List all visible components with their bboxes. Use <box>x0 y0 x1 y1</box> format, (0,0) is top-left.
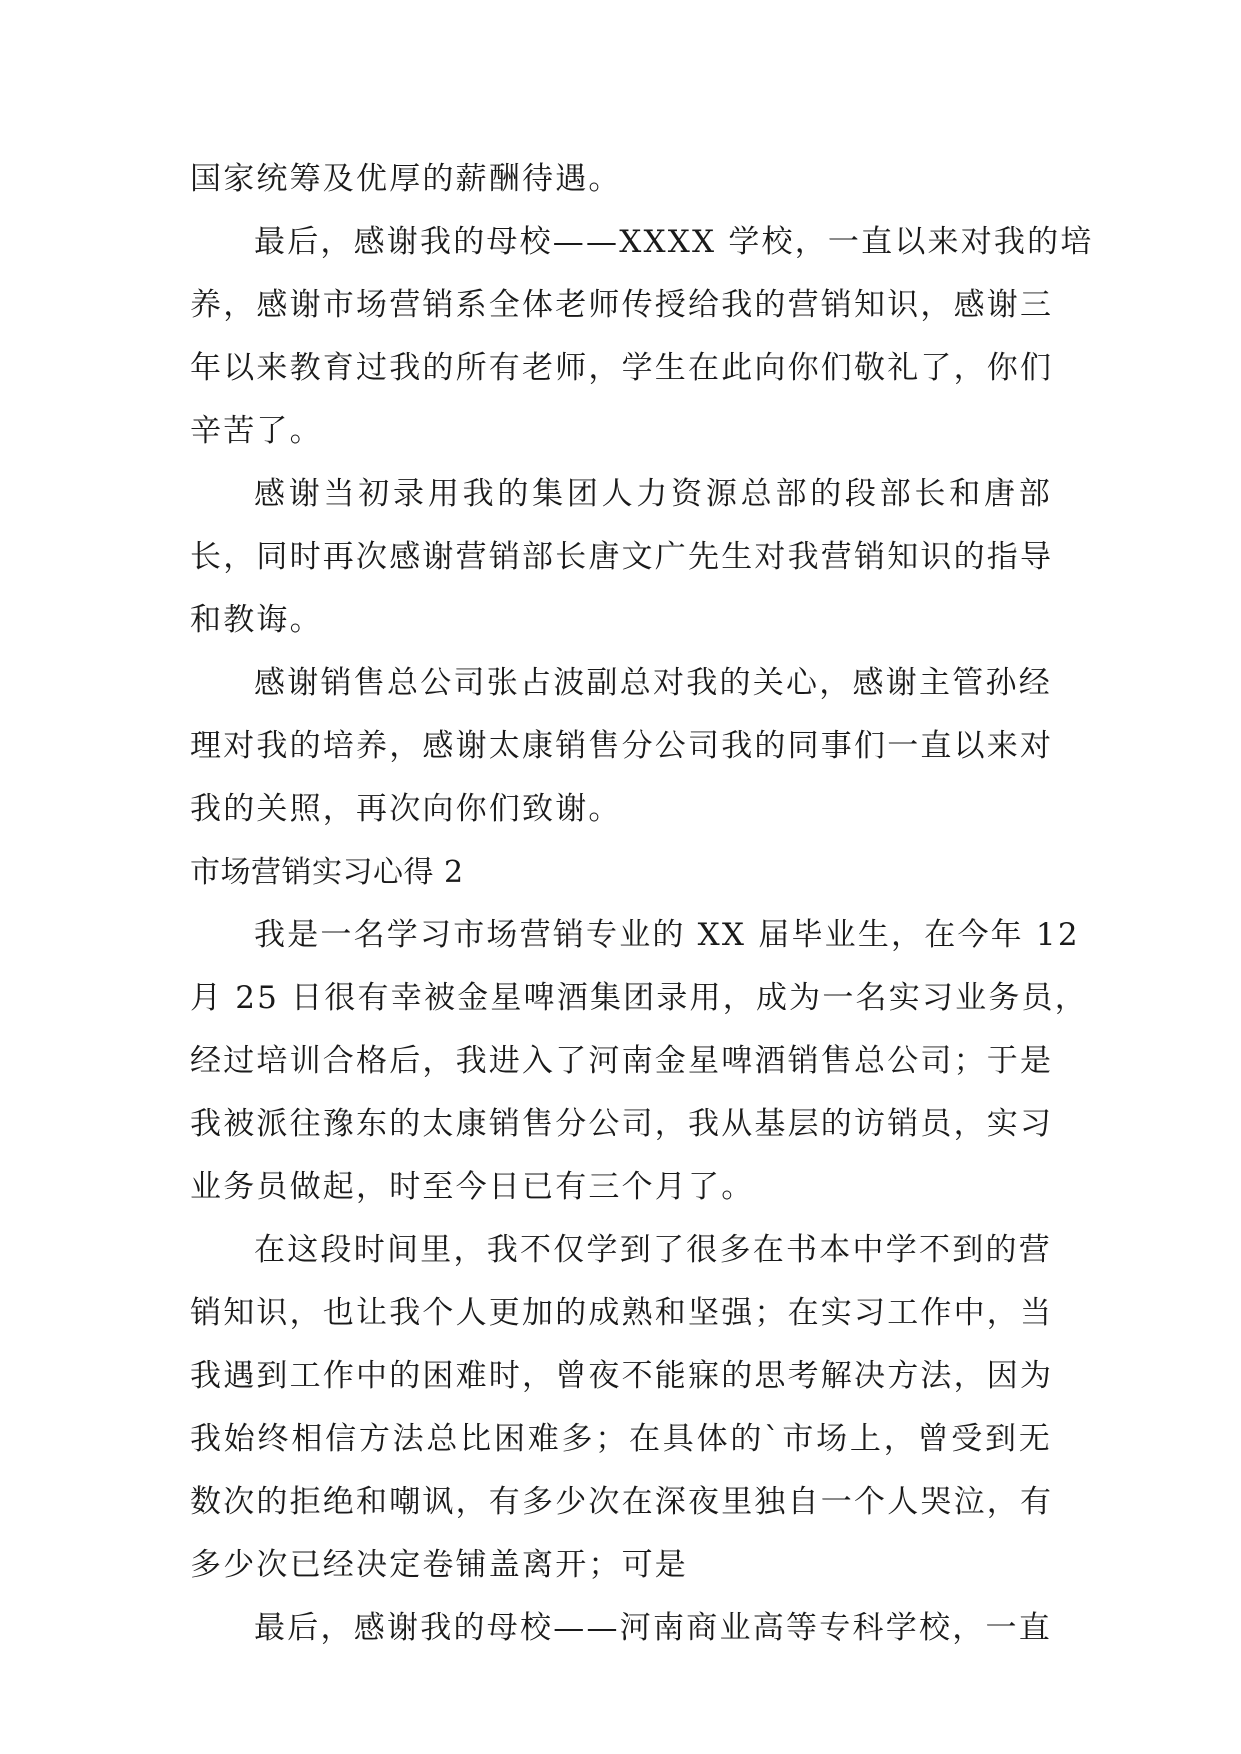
paragraph-line: 和教诲。 <box>190 602 323 638</box>
paragraph-line: 我的关照，再次向你们致谢。 <box>190 791 622 827</box>
paragraph-line: 养，感谢市场营销系全体老师传授给我的营销知识，感谢三 <box>190 287 1054 323</box>
paragraph-line: 最后，感谢我的母校——XXXX 学校，一直以来对我的培 <box>254 224 1094 260</box>
paragraph-line: 辛苦了。 <box>190 413 323 449</box>
paragraph-line: 国家统筹及优厚的薪酬待遇。 <box>190 161 622 197</box>
document-body <box>190 148 1094 1660</box>
paragraph-line: 我被派往豫东的太康销售分公司，我从基层的访销员，实习 <box>190 1106 1054 1142</box>
paragraph-line: 感谢当初录用我的集团人力资源总部的段部长和唐部 <box>254 476 1052 512</box>
paragraph-line: 我是一名学习市场营销专业的 XX 届毕业生，在今年 12 <box>254 917 1080 953</box>
paragraph-line: 感谢销售总公司张占波副总对我的关心，感谢主管孙经 <box>254 665 1052 701</box>
paragraph-line: 经过培训合格后，我进入了河南金星啤酒销售总公司；于是 <box>190 1043 1054 1079</box>
paragraph-line: 最后，感谢我的母校——河南商业高等专科学校，一直 <box>254 1610 1052 1646</box>
paragraph-line: 我始终相信方法总比困难多；在具体的`市场上，曾受到无 <box>190 1421 1052 1457</box>
paragraph-line: 年以来教育过我的所有老师，学生在此向你们敬礼了，你们 <box>190 350 1054 386</box>
section-heading: 市场营销实习心得 2 <box>190 855 464 890</box>
paragraph-line: 数次的拒绝和嘲讽，有多少次在深夜里独自一个人哭泣，有 <box>190 1484 1054 1520</box>
paragraph-line: 业务员做起，时至今日已有三个月了。 <box>190 1169 755 1205</box>
paragraph-line: 销知识，也让我个人更加的成熟和坚强；在实习工作中，当 <box>190 1295 1054 1331</box>
paragraph-line: 理对我的培养，感谢太康销售分公司我的同事们一直以来对 <box>190 728 1054 764</box>
paragraph-line: 长，同时再次感谢营销部长唐文广先生对我营销知识的指导 <box>190 539 1054 575</box>
paragraph-line: 月 25 日很有幸被金星啤酒集团录用，成为一名实习业务员， <box>190 980 1088 1016</box>
paragraph-line: 我遇到工作中的困难时，曾夜不能寐的思考解决方法，因为 <box>190 1358 1054 1394</box>
paragraph-line: 在这段时间里，我不仅学到了很多在书本中学不到的营 <box>254 1232 1052 1268</box>
paragraph-line: 多少次已经决定卷铺盖离开；可是 <box>190 1547 688 1583</box>
